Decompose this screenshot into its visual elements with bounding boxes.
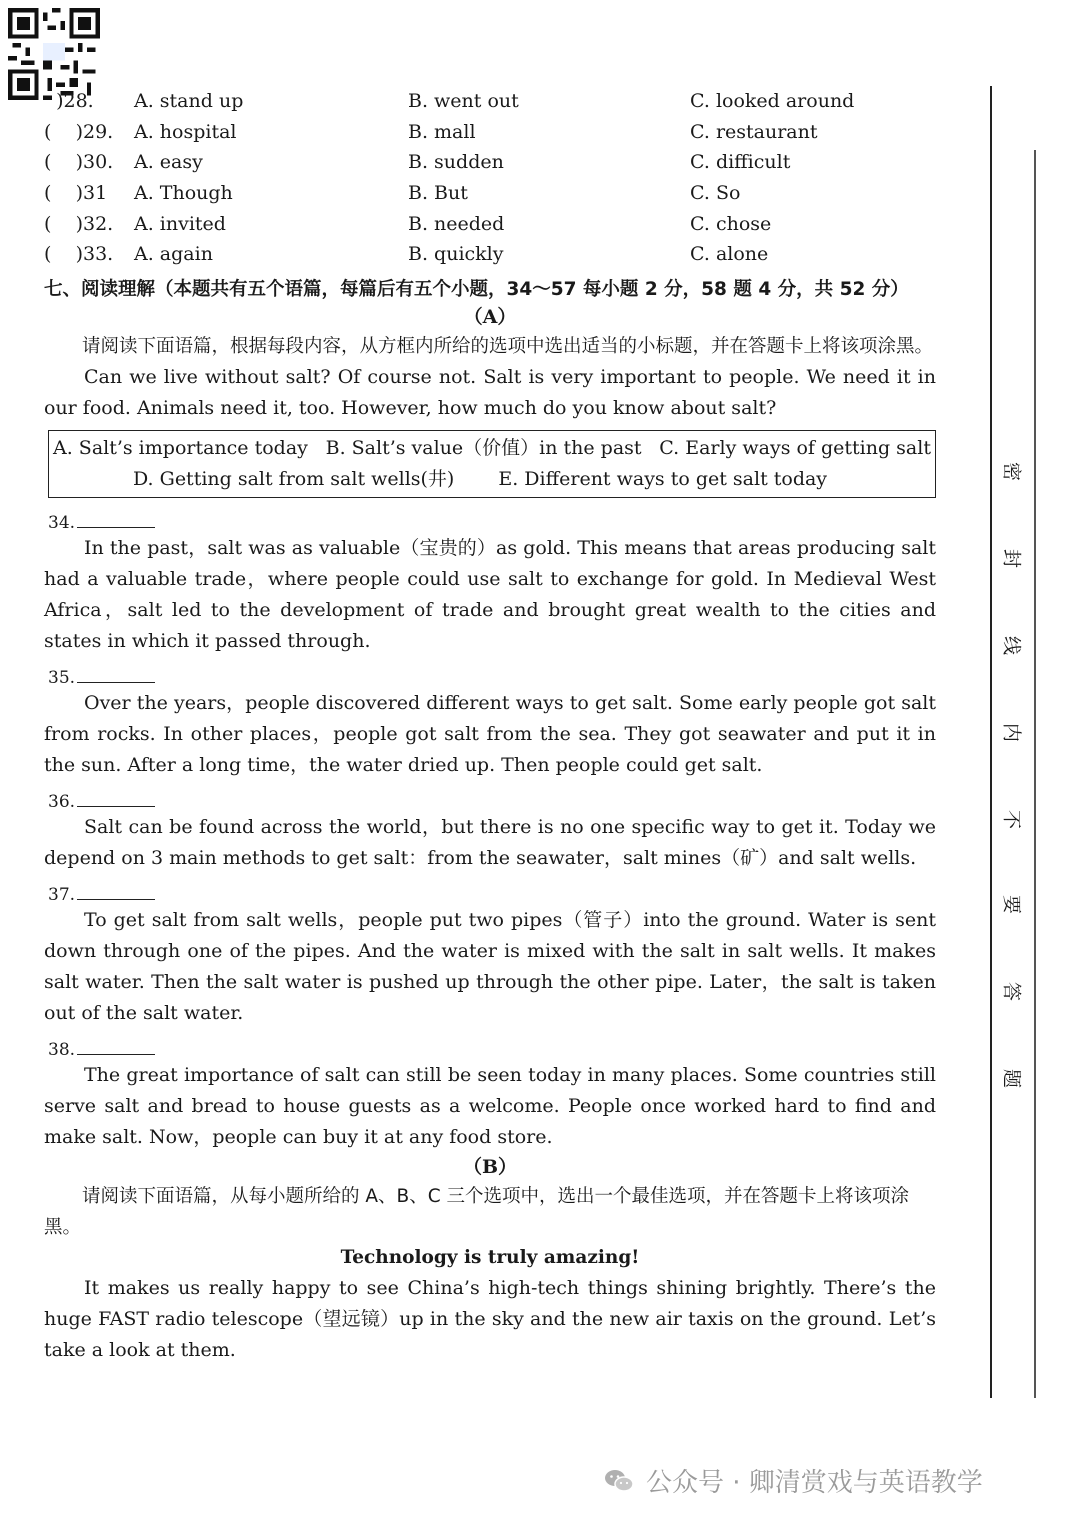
option-a: A. Salt’s importance today [53, 436, 308, 459]
answer-blank-35: 35. [44, 657, 936, 688]
heading-options-box [48, 430, 936, 498]
article-title: Technology is truly amazing! [340, 1246, 640, 1268]
part-a-instruction: 请阅读下面语篇，根据每段内容，从方框内所给的选项中选出适当的小标题，并在答题卡上将该项涂黑。 [82, 335, 934, 357]
seal-char: 内 [1000, 722, 1023, 742]
article-paragraph: It makes us really happy to see China’s high-tech things shining brightly. There’s the huge FAST radio telescope（望远镜）up in the sky and the new air taxis on the ground. Let’s take a look at them. [44, 1276, 936, 1361]
seal-char: 题 [1000, 1068, 1023, 1088]
multiple-choice-block [44, 86, 936, 270]
mc-question-28: )28. A. stand up B. went out C. looked around [44, 90, 855, 113]
mc-question-33: ( )33. A. again B. quickly C. alone [44, 243, 769, 266]
seal-line [990, 86, 992, 1398]
seal-char: 线 [1000, 635, 1023, 655]
seal-line-inner [1034, 150, 1036, 1398]
paragraph-34: In the past，salt was as valuable（宝贵的）as gold. This means that areas producing salt had a valuable trade，where people could use salt to exchange for gold. In Medieval West Africa，salt led to the development of trade and brought great wealth to the cities and states in which it passed through. [44, 536, 936, 652]
seal-char: 不 [1000, 809, 1023, 829]
seal-char: 封 [1000, 548, 1023, 568]
mc-question-32: ( )32. A. invited B. needed C. chose [44, 212, 772, 235]
option-e: E. Different ways to get salt today [498, 467, 828, 490]
blank-line [77, 806, 155, 807]
mc-question-30: ( )30. A. easy B. sudden C. difficult [44, 151, 791, 174]
option-d: D. Getting salt from salt wells(井) [133, 467, 455, 490]
part-b-instruction: 请阅读下面语篇，从每小题所给的 A、B、C 三个选项中，选出一个最佳选项，并在答题卡上将该项涂黑。 [44, 1185, 910, 1238]
paragraph-35: Over the years，people discovered different ways to get salt. Some early people got salt from rocks. In other places，people got salt from the sea. They got seawater and put it in the sun. After a long time，the water dried up. Then people could get salt. [44, 691, 936, 776]
answer-blank-38: 38. [44, 1029, 936, 1060]
answer-blank-34: 34. [44, 502, 936, 533]
blank-line [77, 682, 155, 683]
wechat-watermark: 公众号 · 卿清赏戏与英语教学 [604, 1462, 983, 1499]
paragraph-38: The great importance of salt can still be seen today in many places. Some countries still serve salt and bread to house guests as a welcome. People once worked hard to find and make salt. Now，people can buy it at any food store. [44, 1063, 936, 1148]
paragraph-36: Salt can be found across the world，but there is no one specific way to get it. Today we depend on 3 main methods to get salt：from the seawater，salt mines（矿）and salt wells. [44, 815, 936, 869]
option-b: B. Salt’s value（价值）in the past [325, 436, 642, 459]
exam-page [44, 86, 936, 1366]
paragraph-37: To get salt from salt wells，people put two pipes（管子）into the ground. Water is sent down through one of the pipes. And the water is mixed with the salt in salt wells. It makes salt water. Then the salt water is pushed up through the other pipe. Later，the salt is taken out of the salt water. [44, 908, 936, 1024]
blank-line [77, 899, 155, 900]
mc-question-31: ( )31 A. Though B. But C. So [44, 182, 741, 205]
blank-line [77, 1054, 155, 1055]
seal-char: 密 [1000, 461, 1023, 481]
blank-line [77, 527, 155, 528]
part-b-label: （B） [462, 1155, 518, 1178]
part-a-label: （A） [463, 305, 517, 328]
section-title: 七、阅读理解（本题共有五个语篇，每篇后有五个小题，34～57 每小题 2 分，58 题 4 分，共 52 分） [44, 278, 909, 300]
seal-char: 要 [1000, 894, 1023, 914]
wechat-icon [604, 1468, 634, 1494]
mc-question-29: ( )29. A. hospital B. mall C. restaurant [44, 120, 818, 143]
option-c: C. Early ways of getting salt [659, 436, 931, 459]
answer-blank-37: 37. [44, 874, 936, 905]
part-a-intro: Can we live without salt? Of course not. Salt is very important to people. We need it in our food. Animals need it, too. However, how much do you know about salt? [44, 365, 936, 419]
answer-blank-36: 36. [44, 781, 936, 812]
seal-char: 答 [1000, 981, 1023, 1001]
